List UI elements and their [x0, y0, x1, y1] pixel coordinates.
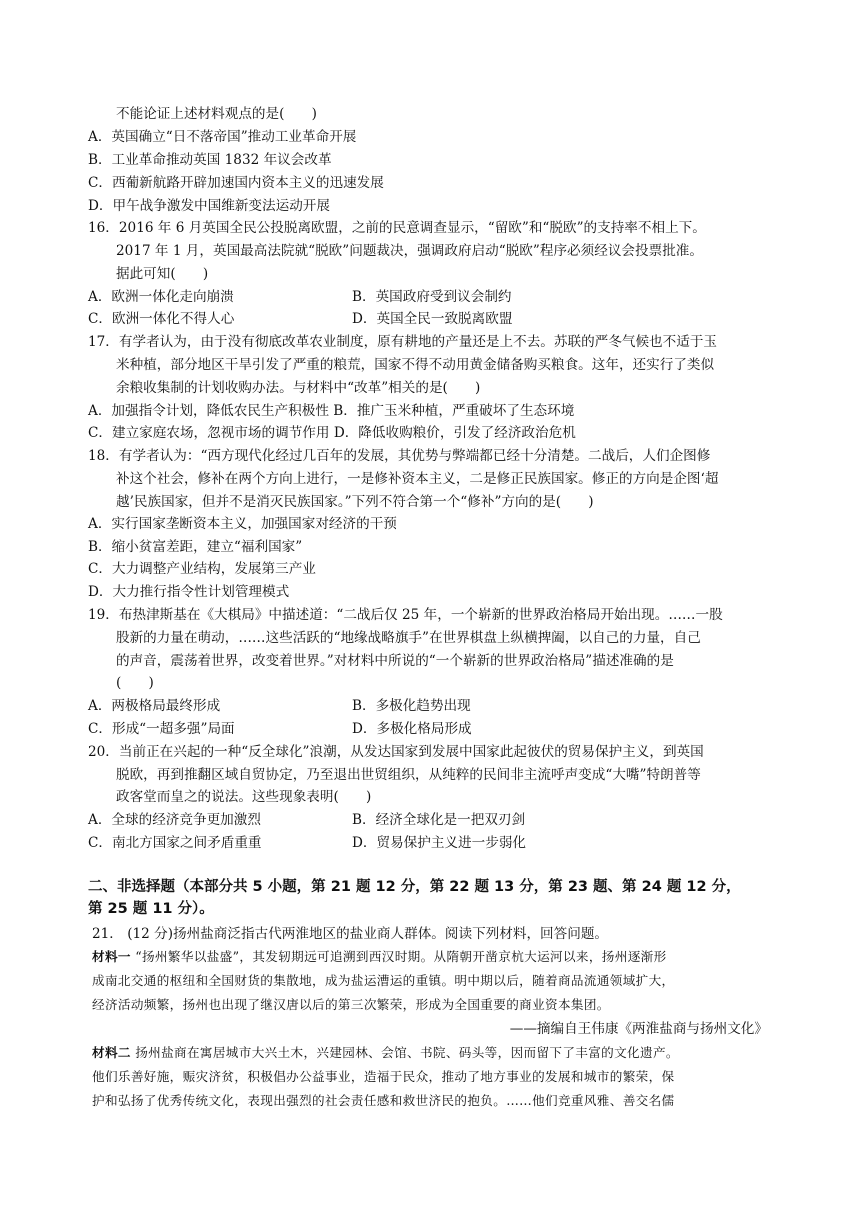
q16-option-a: A．欧洲一体化走向崩溃 — [88, 289, 234, 305]
material-2-label: 材料二 — [92, 1045, 131, 1060]
q19-option-a: A．两极格局最终形成 — [88, 698, 221, 714]
material-1-line1 — [92, 947, 667, 967]
q17-stem-line2: 米种植，部分地区干旱引发了严重的粮荒，国家不得不动用黄金储备购买粮食。这年，还实行了类似 — [116, 357, 715, 373]
material-2-line1 — [92, 1043, 679, 1063]
q15-stem-tail: 不能论证上述材料观点的是( ) — [116, 106, 317, 122]
q16-stem-line3: 据此可知( ) — [116, 266, 209, 282]
q19-stem-line3: 的声音，震荡着世界，改变着世界。”对材料中所说的“一个崭新的世界政治格局”描述准确的是 — [116, 653, 674, 669]
material-2-text: 扬州盐商在寓居城市大兴土木，兴建园林、会馆、书院、码头等，因而留下了丰富的文化遗产。 — [130, 1045, 679, 1060]
q19-stem-line4: ( ) — [116, 675, 154, 691]
q20-option-d: D．贸易保护主义进一步弱化 — [352, 835, 527, 851]
section-heading-line2: 第 25 题 11 分）。 — [88, 901, 214, 917]
material-1-label: 材料一 — [92, 949, 131, 964]
q20-option-b: B．经济全球化是一把双刃剑 — [352, 812, 526, 828]
q15-option-a: A．英国确立“日不落帝国”推动工业革命开展 — [88, 129, 357, 145]
q20-option-a: A．全球的经济竞争更加激烈 — [88, 812, 261, 828]
q20-stem-line1: 20．当前正在兴起的一种“反全球化”浪潮，从发达国家到发展中国家此起彼伏的贸易保护主义，到英国 — [88, 744, 704, 760]
q16-option-b: B．英国政府受到议会制约 — [352, 289, 512, 305]
material-1-line2: 成南北交通的枢纽和全国财货的集散地，成为盐运漕运的重镇。明中期以后，随着商品流通领域扩大， — [92, 973, 675, 988]
q21-stem: 21． (12 分)扬州盐商泛指古代两淮地区的盐业商人群体。阅读下列材料，回答问题。 — [92, 926, 609, 942]
q15-option-b: B．工业革命推动英国 1832 年议会改革 — [88, 152, 332, 168]
q18-stem-line1: 18．有学者认为：“西方现代化经过几百年的发展，其优势与弊端都已经十分清楚。二战后，人们企图修 — [88, 448, 711, 464]
material-1-line3: 经济活动频繁，扬州也出现了继汉唐以后的第三次繁荣，形成为全国重要的商业资本集团。 — [92, 997, 610, 1012]
q18-option-b: B．缩小贫富差距，建立“福利国家” — [88, 539, 303, 555]
material-2-line2: 他们乐善好施，赈灾济贫，积极倡办公益事业，造福于民众，推动了地方事业的发展和城市的繁荣，保 — [92, 1069, 675, 1084]
q18-stem-line2: 补这个社会，修补在两个方向上进行，一是修补资本主义，二是修正民族国家。修正的方向是企图‘超 — [116, 471, 719, 487]
q16-stem-line1: 16．2016 年 6 月英国全民公投脱离欧盟，之前的民意调查显示，“留欧”和“脱欧”的支持率不相上下。 — [88, 220, 706, 236]
q19-stem-line2: 股新的力量在萌动，……这些活跃的“地缘战略旗手”在世界棋盘上纵横捭阖，以自己的力量，自己 — [116, 630, 701, 646]
material-1-source: ——摘编自王伟康《两淮盐商与扬州文化》 — [509, 1021, 768, 1037]
q16-stem-line2: 2017 年 1 月，英国最高法院就“脱欧”问题裁决，强调政府启动“脱欧”程序必须经议会投票批准。 — [116, 243, 703, 259]
material-1-text: “扬州繁华以盐盛”，其发轫期远可追溯到西汉时期。从隋朝开凿京杭大运河以来，扬州逐渐形 — [130, 949, 667, 964]
q18-option-c: C．大力调整产业结构，发展第三产业 — [88, 561, 316, 577]
material-2-line3: 护和弘扬了优秀传统文化，表现出强烈的社会责任感和救世济民的抱负。……他们竞重风雅、善交名儒 — [92, 1093, 675, 1108]
q18-option-d: D．大力推行指令性计划管理模式 — [88, 584, 290, 600]
q20-stem-line2: 脱欧，再到推翻区域自贸协定，乃至退出世贸组织，从纯粹的民间非主流呼声变成“大嘴”特朗普等 — [116, 767, 701, 783]
q19-option-d: D．多极化格局形成 — [352, 721, 472, 737]
q16-option-d: D．英国全民一致脱离欧盟 — [352, 311, 513, 327]
q16-option-c: C．欧洲一体化不得人心 — [88, 311, 235, 327]
q15-option-c: C．西葡新航路开辟加速国内资本主义的迅速发展 — [88, 175, 384, 191]
q19-option-c: C．形成“一超多强”局面 — [88, 721, 235, 737]
q19-option-b: B．多极化趋势出现 — [352, 698, 471, 714]
q17-options-cd: C．建立家庭农场，忽视市场的调节作用 D．降低收购粮价，引发了经济政治危机 — [88, 425, 576, 441]
q20-stem-line3: 政客堂而皇之的说法。这些现象表明( ) — [116, 789, 372, 805]
q17-stem-line1: 17．有学者认为，由于没有彻底改革农业制度，原有耕地的产量还是上不去。苏联的严冬气候也不适于玉 — [88, 334, 718, 350]
section-heading-line1: 二、非选择题（本部分共 5 小题，第 21 题 12 分，第 22 题 13 分，第 23 题、第 24 题 12 分， — [88, 879, 741, 895]
q18-option-a: A．实行国家垄断资本主义，加强国家对经济的干预 — [88, 516, 397, 532]
q20-option-c: C．南北方国家之间矛盾重重 — [88, 835, 262, 851]
q17-options-ab: A．加强指令计划，降低农民生产积极性 B．推广玉米种植，严重破坏了生态环境 — [88, 403, 575, 419]
q18-stem-line3: 越’民族国家，但并不是消灭民族国家。”下列不符合第一个“修补”方向的是( ) — [116, 494, 594, 510]
q17-stem-line3: 余粮收集制的计划收购办法。与材料中“改革”相关的是( ) — [116, 380, 481, 396]
q15-option-d: D．甲午战争激发中国维新变法运动开展 — [88, 198, 330, 214]
q19-stem-line1: 19．布热津斯基在《大棋局》中描述道：“二战后仅 25 年，一个崭新的世界政治格局开始出现。……一股 — [88, 607, 723, 623]
